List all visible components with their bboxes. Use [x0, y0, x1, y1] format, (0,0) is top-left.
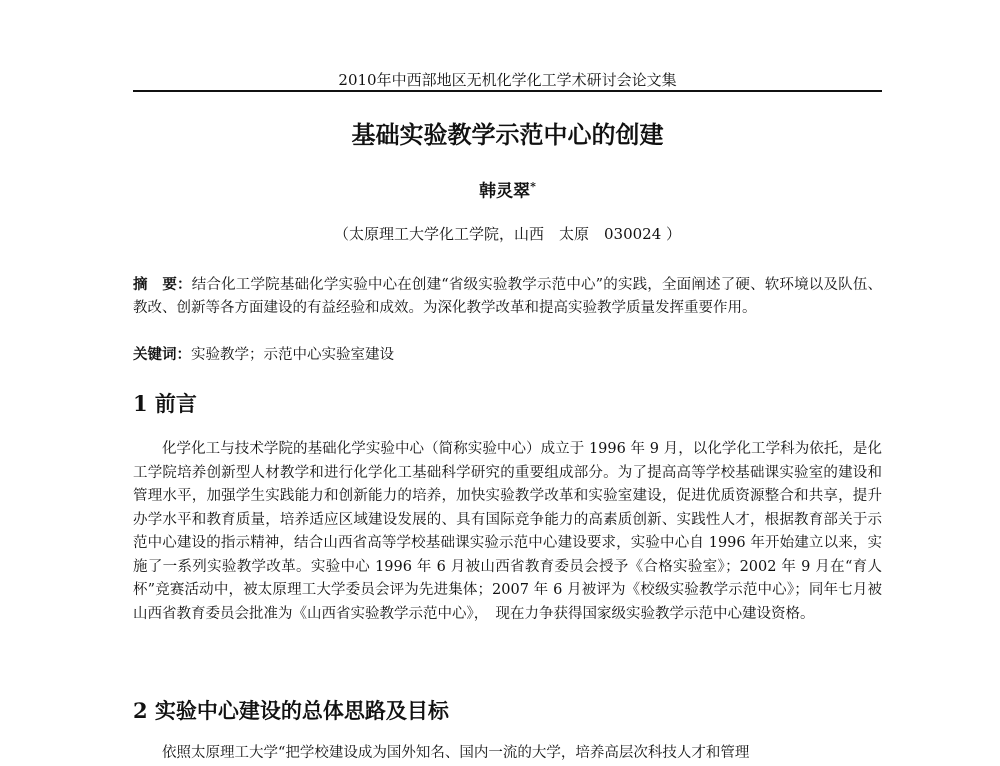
abstract-text: 结合化工学院基础化学实验中心在创建“省级实验教学示范中心”的实践，全面阐述了硬、软环境以及队伍、教改、创新等各方面建设的有益经验和成效。为深化教学改革和提高实验教学质量发挥重要作用。 — [133, 277, 883, 316]
author-name: 韩灵翠 — [479, 181, 531, 202]
section-heading-overall-plan: 2 实验中心建设的总体思路及目标 — [133, 698, 449, 723]
section-heading-introduction: 1 前言 — [133, 391, 197, 416]
section-paragraph-overall-plan: 依照太原理工大学“把学校建设成为国外知名、国内一流的大学，培养高层次科技人才和管理 — [162, 745, 750, 761]
keywords-text: 实验教学；示范中心实验室建设 — [191, 347, 394, 363]
abstract — [133, 273, 882, 320]
author-footnote-mark: * — [530, 180, 536, 193]
abstract-label: 摘 要： — [133, 276, 192, 293]
keywords — [133, 343, 882, 367]
paper-title: 基础实验教学示范中心的创建 — [351, 120, 664, 149]
running-header: 2010年中西部地区无机化学化工学术研讨会论文集 — [338, 71, 677, 89]
author-line — [133, 176, 882, 203]
keywords-label: 关键词： — [133, 346, 191, 363]
affiliation: （太原理工大学化工学院，山西 太原 030024 ） — [333, 225, 682, 243]
section-paragraph-introduction: 化学化工与技术学院的基础化学实验中心（简称实验中心）成立于 1996 年 9 月，以化学化工学科为依托，是化工学院培养创新型人材教学和进行化学化工基础科学研究的重要组成部分。为了提高高等学校基础课实验室的建设和管理水平，加强学生实践能力和创新能力的培养，加快实验教学改革和实验室建设，促进优质资源整合和共享，提升办学水平和教育质量，培养适应区域建设发展的、具有国际竞争能力的高素质创新、实践性人才，根据教育部关于示范中心建设的指示精神，结合山西省高等学校基础课实验示范中心建设要求，实验中心自 1996 年开始建立以来，实施了一系列实验教学改革。实验中心 1996 年 6 月被山西省教育委员会授予《合格实验室》；2002 年 9 月在“育人杯”竞赛活动中，被太原理工大学委员会评为先进集体；2007 年 6 月被评为《校级实验教学示范中心》；同年七月被山西省教育委员会批准为《山西省实验教学示范中心》， 现在力争获得国家级实验教学示范中心建设资格。 — [133, 441, 882, 622]
header-rule — [133, 90, 882, 92]
